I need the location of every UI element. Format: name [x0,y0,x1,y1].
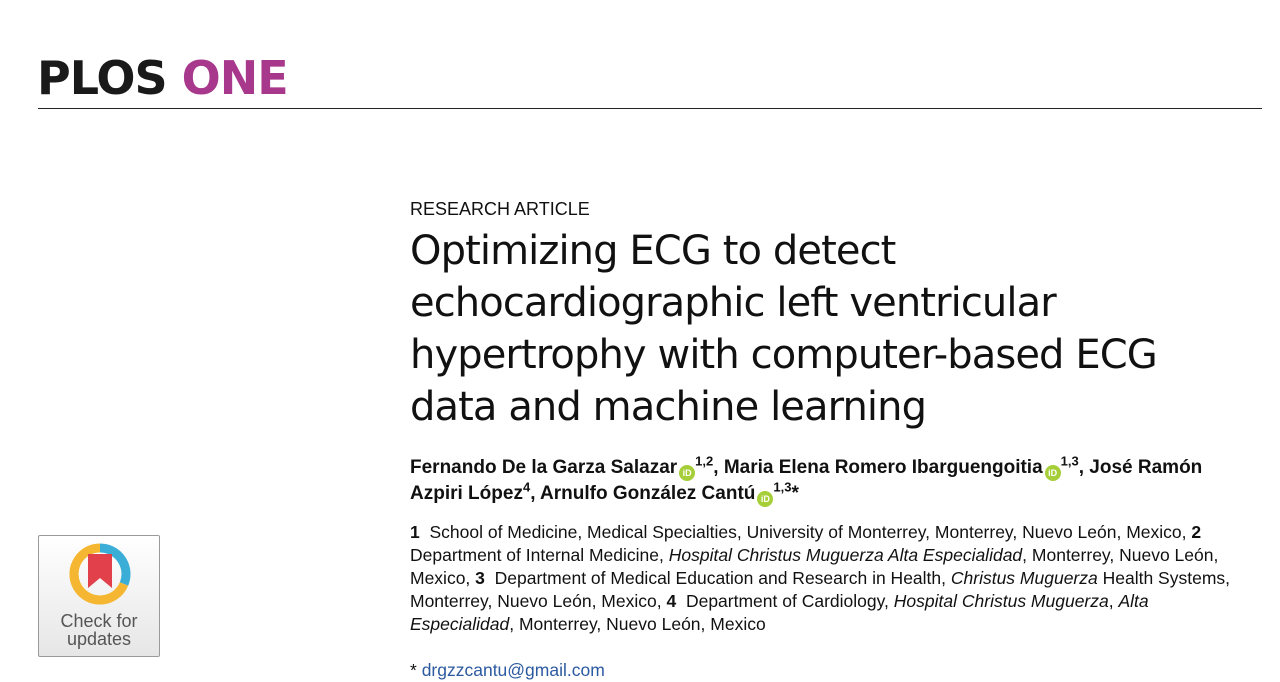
article-type: RESEARCH ARTICLE [410,199,590,219]
affiliation-text: Alta Especialidad [410,591,1149,634]
badge-text [39,612,159,648]
affiliation-number: 4 [666,591,677,611]
author: José Ramón Azpiri López$^4$, [410,457,1203,504]
badge-line-1: Check for [60,611,138,631]
header-divider [38,108,1262,109]
author [540,479,799,504]
affiliation-number: 1 [410,522,420,542]
affiliation-text: , Monterrey, Nuevo León, Mexico [509,614,766,634]
author-affiliation-number: 4 [522,479,531,495]
affiliation-text: Department of Internal Medicine, [410,545,669,565]
orcid-icon[interactable]: iD [757,491,773,507]
author-name[interactable]: Arnulfo González Cantú [540,483,756,504]
author-affiliation-number: 1,3 [1060,453,1079,469]
corresponding-author-marker: * [791,483,799,504]
journal-logo[interactable] [37,52,288,104]
corresponding-marker: * [410,660,417,680]
author-name[interactable]: Maria Elena Romero Ibarguengoitia [723,457,1043,478]
orcid-icon[interactable]: iD [1045,465,1061,481]
affiliation-text: Department of Medical Education and Research in Health, [494,568,951,588]
author-name[interactable]: Fernando De la Garza Salazar [410,457,678,478]
badge-line-2: updates [66,629,132,649]
affiliation-text: Health Systems, Monterrey, Nuevo León, Mexico, [410,568,1231,611]
logo-plos: PLOS [37,51,167,105]
affiliation [410,522,1191,542]
author-affiliation-number: 1,2 [695,453,714,469]
affiliation-text: School of Medicine, Medical Specialties, University of Monterrey, Monterrey, Nuevo León, Mexico, [429,522,1187,542]
author: Fernando De la Garza Salazar iD$^{1,2}$, [410,457,724,478]
affiliation-text: Hospital Christus Muguerza Alta Especialidad [668,545,1023,565]
affiliation-number: 3 [475,568,485,588]
author-name[interactable]: José Ramón Azpiri López [410,457,1203,504]
email-link[interactable]: drgzzcantu@gmail.com [421,660,605,680]
logo-one: ONE [181,51,288,105]
crossmark-icon [68,542,132,606]
article-header [410,197,1260,682]
orcid-icon[interactable]: iD [679,465,695,481]
affiliation-text: Christus Muguerza [950,568,1098,588]
affiliation-list [410,521,1250,636]
affiliation-text: Hospital Christus Muguerza [893,591,1109,611]
affiliation-text: , Monterrey, Nuevo León, Mexico, [410,545,1219,588]
correspondence [410,658,1260,682]
article-title: Optimizing ECG to detect echocardiographic left ventricular hypertrophy with computer-based ECG data and machine learning [410,228,1157,430]
author-list [410,455,1210,507]
affiliation-number: 2 [1191,522,1202,542]
affiliation-text: Department of Cardiology, [685,591,894,611]
author: Maria Elena Romero Ibarguengoitia iD$^{1,3}$, [724,457,1089,478]
check-for-updates-button[interactable] [38,535,160,657]
author-affiliation-number: 1,3 [773,479,792,495]
affiliation-text: , [1108,591,1119,611]
